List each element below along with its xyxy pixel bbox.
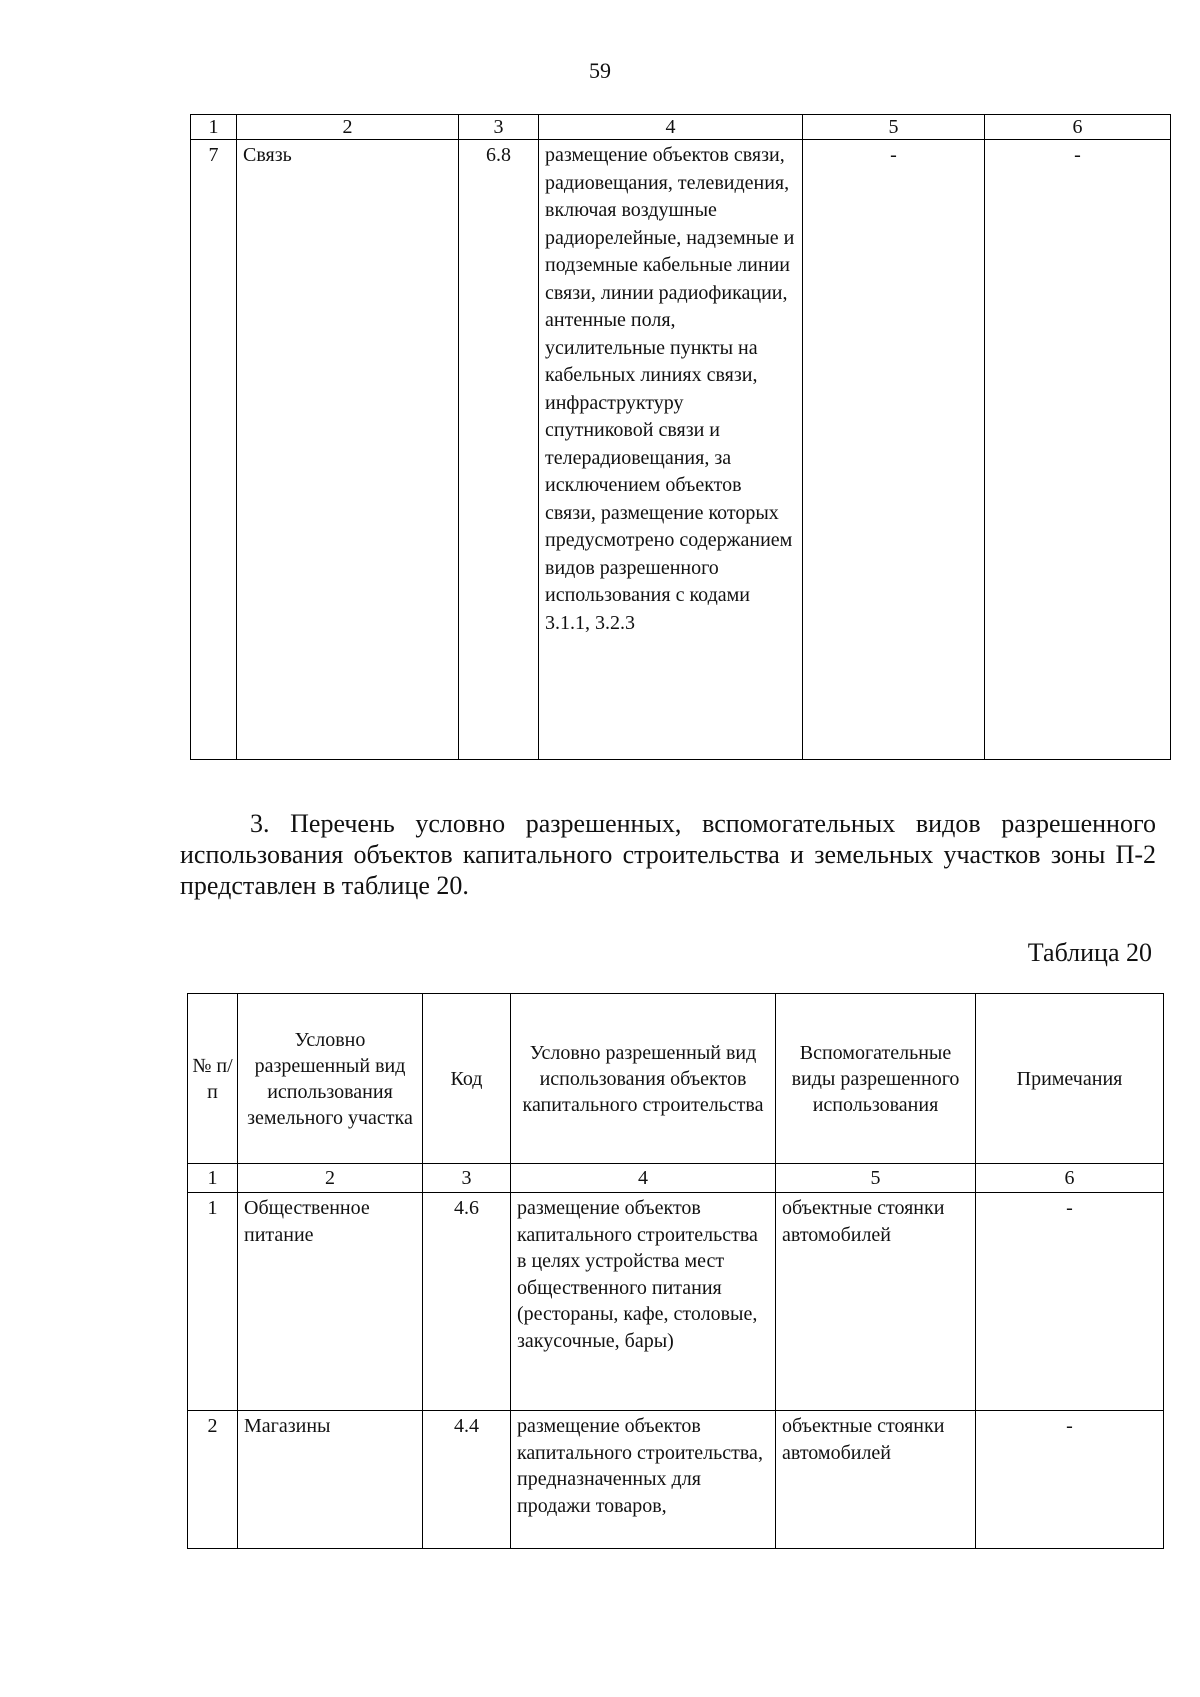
header-land-use: Условно разрешенный вид использования земельного участка — [238, 994, 423, 1164]
column-number-row — [188, 1164, 1164, 1193]
header-num: № п/п — [188, 994, 238, 1164]
header-auxiliary: Вспомогательные виды разрешенного использования — [776, 994, 976, 1164]
column-number: 4 — [511, 1164, 776, 1193]
header-construction-use: Условно разрешенный вид использования объектов капитального строительства — [511, 994, 776, 1164]
row-auxiliary: объектные стоянки автомобилей — [776, 1193, 976, 1411]
table-caption: Таблица 20 — [1027, 938, 1152, 967]
column-number: 5 — [776, 1164, 976, 1193]
row-description: размещение объектов капитального строительства в целях устройства мест общественного питания (рестораны, кафе, столовые, закусочные, бары) — [511, 1193, 776, 1411]
row-number: 1 — [188, 1193, 238, 1411]
column-number: 1 — [191, 115, 237, 140]
column-number: 2 — [238, 1164, 423, 1193]
row-auxiliary: объектные стоянки автомобилей — [776, 1411, 976, 1549]
row-name: Магазины — [238, 1411, 423, 1549]
row-notes: - — [976, 1193, 1164, 1411]
row-code: 4.4 — [423, 1411, 511, 1549]
column-number: 6 — [985, 115, 1171, 140]
row-name: Связь — [237, 140, 459, 760]
column-number: 2 — [237, 115, 459, 140]
row-notes: - — [985, 140, 1171, 760]
header-notes: Примечания — [976, 994, 1164, 1164]
column-number: 3 — [423, 1164, 511, 1193]
column-number-row — [191, 115, 1171, 140]
column-number: 1 — [188, 1164, 238, 1193]
row-description: размещение объектов связи, радиовещания, телевидения, включая воздушные радиорелейные, надземные и подземные кабельные линии связи, линии радиофикации, антенные поля, усилительные пункты на кабельных линиях связи, инфраструктуру спутниковой связи и телерадиовещания, за исключением объектов связи, размещение которых предусмотрено содержанием видов разрешенного использования с кодами 3.1.1, 3.2.3 — [539, 140, 803, 760]
header-code: Код — [423, 994, 511, 1164]
table-row — [191, 140, 1171, 760]
page-number: 59 — [589, 58, 611, 83]
row-description: размещение объектов капитального строительства, предназначенных для продажи товаров, — [511, 1411, 776, 1549]
row-auxiliary: - — [803, 140, 985, 760]
column-number: 3 — [459, 115, 539, 140]
row-code: 4.6 — [423, 1193, 511, 1411]
row-notes: - — [976, 1411, 1164, 1549]
section-paragraph: 3. Перечень условно разрешенных, вспомогательных видов разрешенного использования объектов капитального строительства и земельных участков зоны П-2 представлен в таблице 20. — [180, 809, 1156, 900]
row-name: Общественное питание — [238, 1193, 423, 1411]
table-continuation — [190, 114, 1171, 760]
row-number: 7 — [191, 140, 237, 760]
table-row — [188, 1411, 1164, 1549]
table-20 — [187, 993, 1164, 1549]
table-row — [188, 1193, 1164, 1411]
header-row — [188, 994, 1164, 1164]
column-number: 6 — [976, 1164, 1164, 1193]
row-number: 2 — [188, 1411, 238, 1549]
row-code: 6.8 — [459, 140, 539, 760]
column-number: 4 — [539, 115, 803, 140]
column-number: 5 — [803, 115, 985, 140]
